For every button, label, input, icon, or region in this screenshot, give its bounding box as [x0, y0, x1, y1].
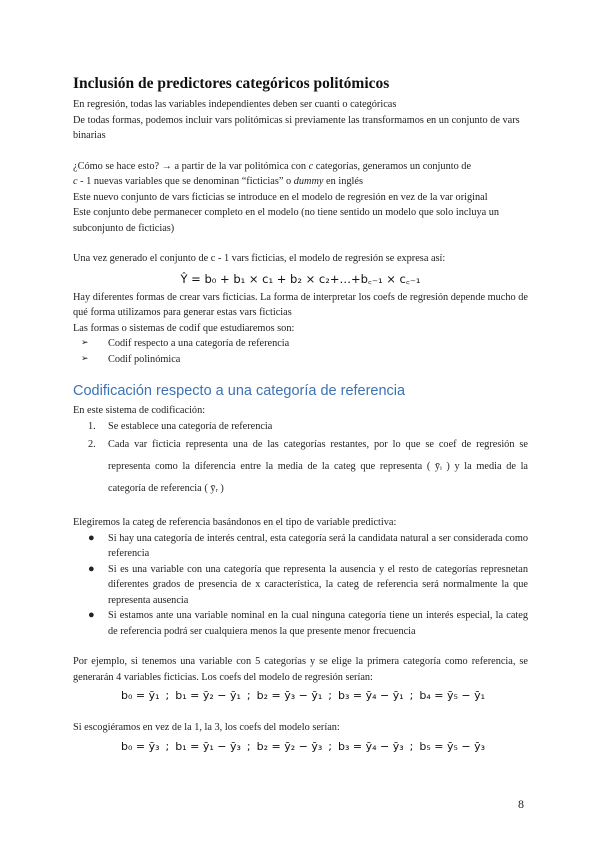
list-item [73, 336, 528, 352]
criteria-text: Si hay una categoría de interés central, esta categoría será la candidata natural a ser considerada como referencia [108, 532, 528, 559]
regression-formula: Ŷ = b₀ + b₁ × c₁ + b₂ × c₂+…+b꜀₋₁ × c꜀₋₁ [180, 271, 421, 286]
separator: ; [409, 739, 414, 753]
list-item [73, 562, 528, 609]
example-1-text: Por ejemplo, si tenemos una variable con 5 categorías y se elige la primera categoría como referencia, se generarán 4 variables ficticias. Los coefs del modelo de regresión serían: [73, 656, 528, 683]
arrow-bullet-icon: ➢ [81, 353, 89, 364]
page-number: 8 [518, 797, 524, 811]
how-line-3: Este nuevo conjunto de vars ficticias se introduce en el modelo de regresión en vez de la var original [73, 191, 488, 203]
separator: ; [328, 689, 332, 702]
coef: b₂ = ȳ₂ − ȳ₃ [256, 739, 323, 753]
how-line-2-end: en inglés [323, 176, 363, 187]
separator: ; [246, 739, 251, 753]
c-variable-2: c [73, 176, 78, 187]
arrow-bullet-icon: ➢ [81, 338, 89, 348]
example-1-coefs [121, 687, 528, 705]
example-2-text: Si escogiéramos en vez de la 1, la 3, los coefs del modelo serían: [73, 722, 340, 733]
arrow-icon: → [161, 160, 172, 172]
choose-intro: Elegiremos la categ de referencia basándonos en el tipo de variable predictiva: [73, 517, 397, 528]
coef: b₄ = ȳ₅ − ȳ₁ [419, 689, 486, 702]
coef: b₁ = ȳ₂ − ȳ₁ [175, 689, 241, 702]
coef: b₃ = ȳ₄ − ȳ₁ [338, 689, 404, 702]
list-number: 1. [88, 420, 96, 432]
separator: ; [409, 689, 414, 702]
intro-line-1: En regresión, todas las variables independientes deben ser cuanti o categóricas [73, 99, 397, 110]
list-item [73, 419, 528, 435]
how-answer-part-1: a partir de la var politómica con [171, 160, 309, 172]
how-line-2-text: - 1 nuevas variables que se denominan “ficticias” o [77, 176, 294, 187]
model-forms-text: Hay diferentes formas de crear vars ficticias. La forma de interpretar los coefs de regresión depende mucho de qué forma utilizamos para generar estas vars ficticias [73, 291, 528, 318]
systems-intro: Las formas o sistemas de codif que estudiaremos son: [73, 322, 295, 334]
coef: b₀ = ȳ₁ [121, 689, 160, 702]
list-item [73, 608, 528, 639]
coef: b₀ = ȳ₃ [121, 739, 160, 753]
system-item-text: Codif respecto a una categoría de referencia [108, 338, 290, 349]
criteria-list [73, 531, 528, 640]
criteria-text: Si estamos ante una variable nominal en la cual ninguna categoría tiene un interés especial, la categ de referencia podrá ser cualquiera menos la que presente menor frecuencia [108, 610, 528, 637]
coef: b₅ = ȳ₅ − ȳ₃ [419, 739, 486, 753]
list-item [73, 434, 528, 500]
section-intro: En este sistema de codificación: [73, 405, 206, 416]
bullet-icon: ● [88, 609, 95, 621]
how-answer-part-2: categorías, generamos un conjunto de [313, 160, 472, 172]
steps-list [73, 419, 528, 501]
list-number: 2. [88, 439, 96, 450]
criteria-text: Si es una variable con una categoría que representa la ausencia y el resto de categorías represnetan diferentes grados de presencia de x característica, la categ de referencia será normalmente la que representa ausencia [108, 563, 528, 606]
c-variable: c [308, 160, 314, 172]
bullet-icon: ● [88, 531, 95, 544]
how-question-text: ¿Cómo se hace esto? [73, 160, 162, 172]
system-item-text: Codif polinómica [108, 353, 181, 365]
coef: b₂ = ȳ₃ − ȳ₁ [256, 689, 323, 702]
separator: ; [246, 689, 251, 702]
example-2-coefs [121, 738, 528, 756]
intro-line-2: De todas formas, podemos incluir vars politómicas si previamente las transformamos en un conjunto de vars binarias [73, 114, 520, 141]
how-line-2 [73, 174, 528, 190]
coef: b₃ = ȳ₄ − ȳ₃ [338, 739, 404, 753]
list-item [73, 531, 528, 562]
bullet-icon: ● [88, 562, 95, 575]
step-text: Se establece una categoría de referencia [108, 420, 273, 432]
section-heading: Codificación respecto a una categoría de referencia [73, 383, 406, 399]
list-item [73, 352, 528, 368]
how-question [73, 159, 528, 175]
step-text: Cada var ficticia representa una de las categorías restantes, por lo que se coef de regresión se representa como la diferencia entre la media de la categ que representa ( ȳᵢ ) y la media de la categoría de referencia ( ȳᵣ ) [108, 439, 528, 494]
page-title: Inclusión de predictores categóricos politómicos [73, 75, 390, 92]
systems-list [73, 336, 528, 367]
separator: ; [165, 739, 170, 753]
dummy-term: dummy [293, 176, 324, 187]
model-intro: Una vez generado el conjunto de c - 1 vars ficticias, el modelo de regresión se expresa así: [73, 253, 446, 264]
coef: b₁ = ȳ₁ − ȳ₃ [175, 739, 241, 753]
separator: ; [165, 689, 170, 702]
separator: ; [328, 739, 332, 753]
how-line-4: Este conjunto debe permanecer completo en el modelo (no tiene sentido un modelo que solo incluya un subconjunto de ficticias) [73, 207, 500, 234]
page-content [73, 74, 528, 756]
